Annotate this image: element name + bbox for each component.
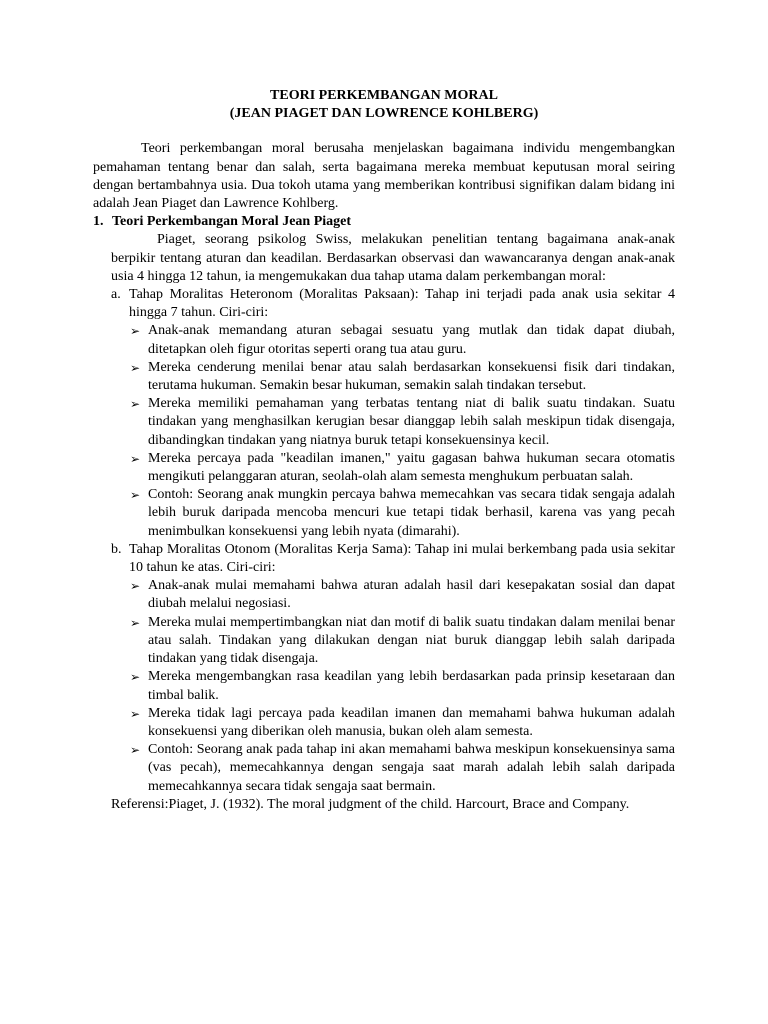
reference-paragraph: Referensi:Piaget, J. (1932). The moral judgment of the child. Harcourt, Brace and Company. <box>111 796 630 812</box>
stage-otonom-bullets <box>111 577 675 795</box>
section-heading-text: Teori Perkembangan Moral Jean Piaget <box>112 214 352 230</box>
arrow-bullet-icon: ➢ <box>130 615 141 630</box>
list-item <box>130 705 675 741</box>
section-number: 1. <box>93 214 104 230</box>
section-body <box>93 231 675 814</box>
list-item <box>130 359 675 395</box>
list-item-text: Mereka mulai mempertimbangkan niat dan motif di balik suatu tindakan dalam menilai benar atau salah. Tindakan yang dilakukan dengan niat buruk dianggap lebih salah daripada tindakan yang tidak disengaja. <box>148 614 675 667</box>
document-title-line2: (JEAN PIAGET DAN LOWRENCE KOHLBERG) <box>229 106 539 122</box>
list-item-text: Anak-anak memandang aturan sebagai sesuatu yang mutlak dan tidak dapat diubah, ditetapkan oleh figur otoritas seperti orang tua atau guru. <box>148 323 675 357</box>
section-heading <box>93 213 675 231</box>
arrow-bullet-icon: ➢ <box>130 451 141 466</box>
section-intro-paragraph: Piaget, seorang psikolog Swiss, melakukan penelitian tentang bagaimana anak-anak berpikir tentang aturan dan keadilan. Berdasarkan observasi dan wawancaranya dengan anak-anak usia 4 hingga 12 tahun, ia mengemukakan dua tahap utama dalam perkembangan moral: <box>111 232 675 284</box>
stage-description: Tahap Moralitas Heteronom (Moralitas Paksaan): Tahap ini terjadi pada anak usia sekitar 4 hingga 7 tahun. Ciri-ciri: <box>129 287 675 321</box>
list-item-text: Mereka memiliki pemahaman yang terbatas tentang niat di balik suatu tindakan. Suatu tindakan yang menghasilkan kerugian besar dianggap lebih salah meskipun tidak disengaja, dibandingkan tindakan yang niatnya buruk tetapi konsekuensinya kecil. <box>148 396 675 448</box>
stage-body <box>129 541 675 577</box>
stage-otonom <box>111 541 675 577</box>
arrow-bullet-icon: ➢ <box>130 324 141 339</box>
list-item-text: Mereka percaya pada "keadilan imanen," yaitu gagasan bahwa hukuman secara otomatis mengikuti pelanggaran aturan, seolah-olah alam semesta menghukum perbuatan salah. <box>148 450 675 485</box>
arrow-bullet-icon: ➢ <box>130 579 141 594</box>
list-item-text: Anak-anak mulai memahami bahwa aturan adalah hasil dari kesepakatan sosial dan dapat diubah melalui negosiasi. <box>148 578 675 612</box>
list-item-text: Mereka mengembangkan rasa keadilan yang lebih berdasarkan pada prinsip kesetaraan dan timbal balik. <box>148 669 675 703</box>
stage-heteronom <box>111 286 675 322</box>
stage-marker: a. <box>111 287 121 303</box>
list-item-text: Contoh: Seorang anak mungkin percaya bahwa memecahkan vas secara tidak sengaja adalah lebih buruk daripada mencoba mencuri kue tetapi tidak berhasil, karena vas yang pecah menimbulkan konsekuensi yang lebih nyata (dimarahi). <box>148 487 675 539</box>
list-item-text: Contoh: Seorang anak pada tahap ini akan memahami bahwa meskipun konsekuensinya sama (vas pecah), memecahkannya dengan sengaja saat marah adalah lebih salah daripada memecahkannya secara tidak sengaja saat bermain. <box>148 742 675 794</box>
arrow-bullet-icon: ➢ <box>130 360 141 375</box>
arrow-bullet-icon: ➢ <box>130 488 141 503</box>
stage-heteronom-bullets <box>111 322 675 540</box>
list-item <box>130 668 675 704</box>
intro-paragraph: Teori perkembangan moral berusaha menjelaskan bagaimana individu mengembangkan pemahaman tentang benar dan salah, serta bagaimana mereka membuat keputusan moral seiring dengan bertambahnya usia. Dua tokoh utama yang memberikan kontribusi signifikan dalam bidang ini adalah Jean Piaget dan Lawrence Kohlberg. <box>93 141 675 212</box>
stage-body <box>129 286 675 322</box>
stage-description: Tahap Moralitas Otonom (Moralitas Kerja Sama): Tahap ini mulai berkembang pada usia sekitar 10 tahun ke atas. Ciri-ciri: <box>129 541 675 576</box>
list-item <box>130 395 675 450</box>
list-item-text: Mereka tidak lagi percaya pada keadilan imanen dan memahami bahwa hukuman adalah konsekuensi yang diberikan oleh manusia, bukan oleh alam semesta. <box>148 705 675 739</box>
list-item <box>130 486 675 541</box>
list-item <box>130 741 675 796</box>
arrow-bullet-icon: ➢ <box>130 743 141 758</box>
arrow-bullet-icon: ➢ <box>130 706 141 721</box>
list-item <box>130 450 675 486</box>
list-item <box>130 322 675 358</box>
document-title-line1: TEORI PERKEMBANGAN MORAL <box>270 88 498 103</box>
list-item-text: Mereka cenderung menilai benar atau salah berdasarkan konsekuensi fisik dari tindakan, terutama hukuman. Semakin besar hukuman, semakin salah tindakan tersebut. <box>148 359 675 394</box>
list-item <box>130 577 675 613</box>
list-item <box>130 614 675 669</box>
stage-marker: b. <box>111 541 122 557</box>
arrow-bullet-icon: ➢ <box>130 670 141 685</box>
arrow-bullet-icon: ➢ <box>130 397 141 412</box>
